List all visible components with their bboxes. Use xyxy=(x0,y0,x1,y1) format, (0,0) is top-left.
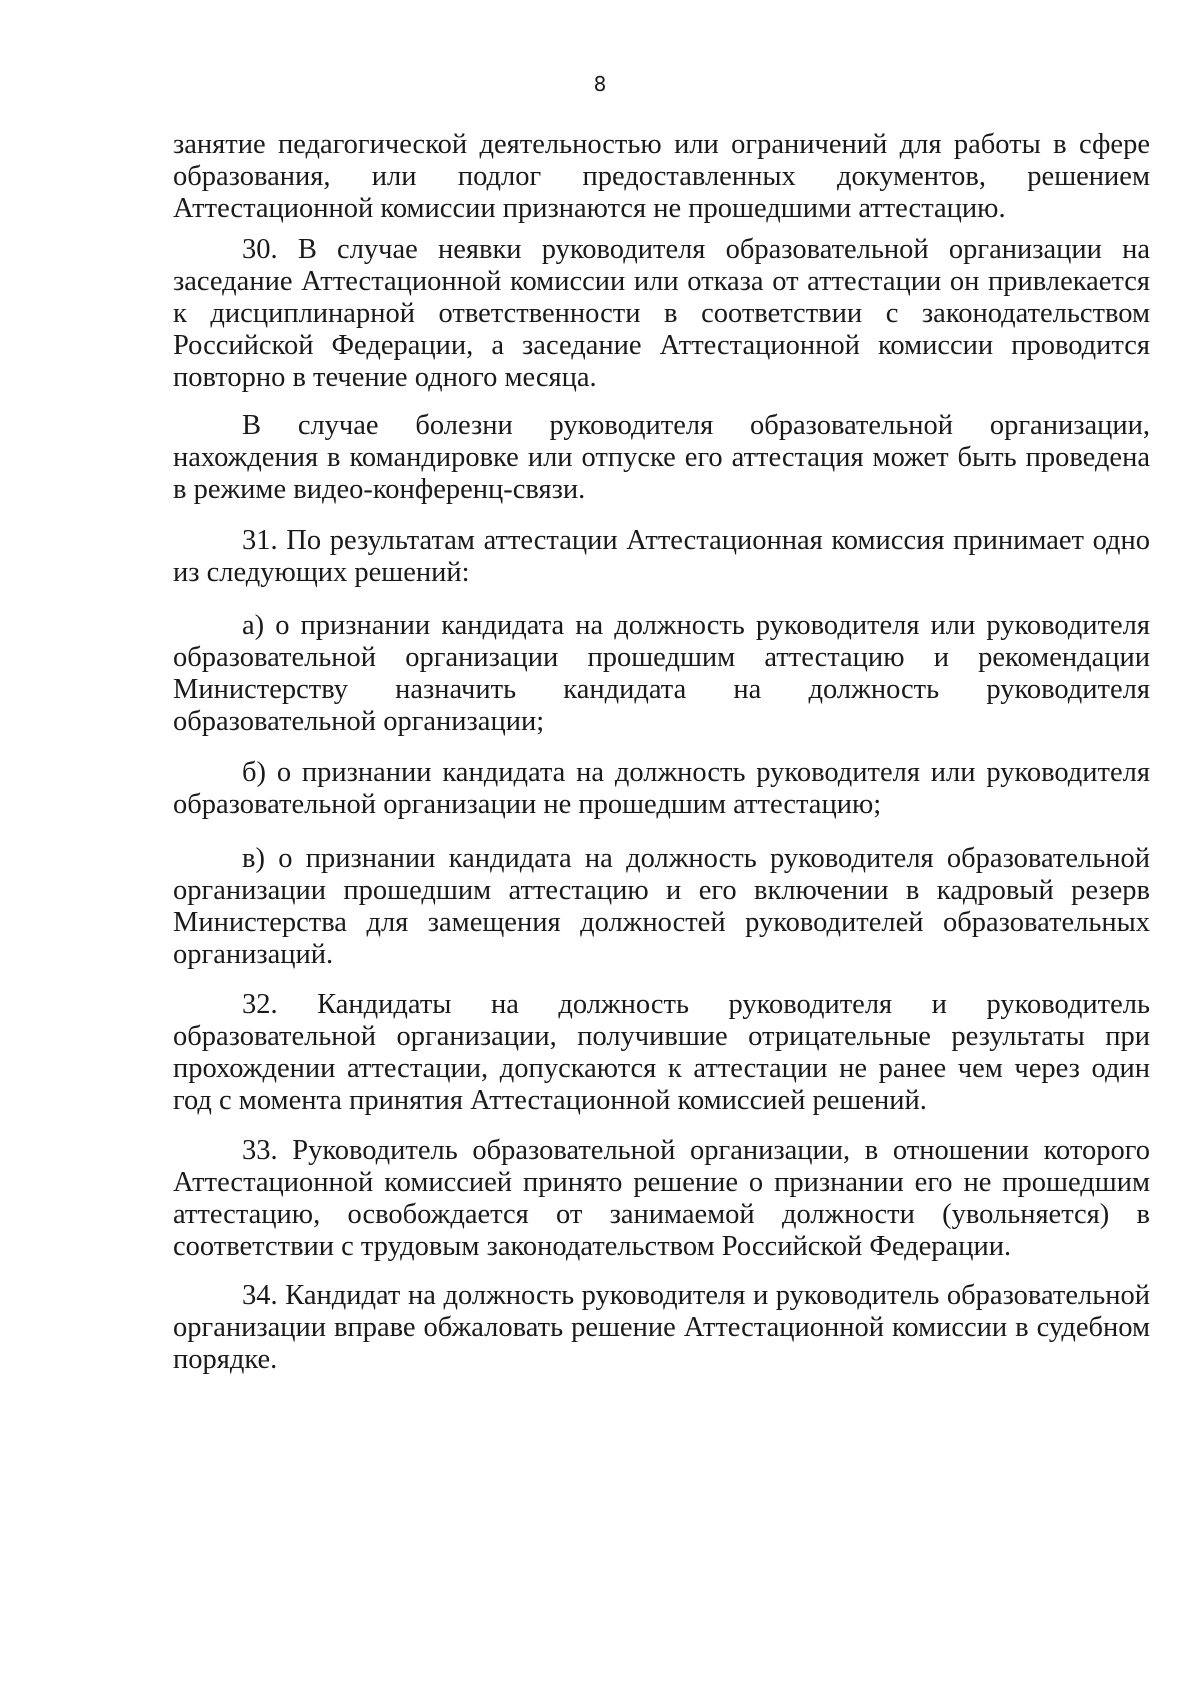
paragraph-text: занятие педагогической деятельностью или ограничений для работы в сфере образования, или подлог предоставленных документов, решением Аттестационной комиссии признаются не прошедшими аттестацию. xyxy=(173,129,1150,224)
paragraph-34 xyxy=(173,1280,1150,1376)
paragraph-text: а) о признании кандидата на должность руководителя или руководителя образовательной организации прошедшим аттестацию и рекомендации Министерству назначить кандидата на должность руководителя образовательной организации; xyxy=(173,610,1150,737)
paragraph-continuation xyxy=(173,129,1150,225)
page-number: 8 xyxy=(593,72,607,96)
paragraph-30-illness xyxy=(173,410,1150,506)
paragraph-32 xyxy=(173,989,1150,1117)
paragraph-30 xyxy=(173,234,1150,394)
paragraph-text: 33. Руководитель образовательной организации, в отношении которого Аттестационной комиссией принято решение о признании его не прошедшим аттестацию, освобождается от занимаемой должности (увольняется) в соответствии с трудовым законодательством Российской Федерации. xyxy=(173,1135,1150,1262)
paragraph-text: В случае болезни руководителя образовательной организации, нахождения в командировке или отпуске его аттестация может быть проведена в режиме видео-конференц-связи. xyxy=(173,410,1150,505)
paragraph-text: б) о признании кандидата на должность руководителя или руководителя образовательной организации не прошедшим аттестацию; xyxy=(173,757,1150,820)
paragraph-text: 32. Кандидаты на должность руководителя и руководитель образовательной организации, получившие отрицательные результаты при прохождении аттестации, допускаются к аттестации не ранее чем через один год с момента принятия Аттестационной комиссией решений. xyxy=(173,989,1150,1116)
paragraph-31-v xyxy=(173,843,1150,971)
paragraph-text: 30. В случае неявки руководителя образовательной организации на заседание Аттестационной комиссии или отказа от аттестации он привлекается к дисциплинарной ответственности в соответствии с законодательством Российской Федерации, а заседание Аттестационной комиссии проводится повторно в течение одного месяца. xyxy=(173,234,1150,393)
paragraph-33 xyxy=(173,1135,1150,1263)
paragraph-31 xyxy=(173,525,1150,589)
paragraph-31-b xyxy=(173,757,1150,821)
paragraph-text: в) о признании кандидата на должность руководителя образовательной организации прошедшим аттестацию и его включении в кадровый резерв Министерства для замещения должностей руководителей образовательных организаций. xyxy=(173,843,1150,970)
paragraph-text: 31. По результатам аттестации Аттестационная комиссия принимает одно из следующих решений: xyxy=(173,525,1150,588)
paragraph-31-a xyxy=(173,610,1150,738)
paragraph-text: 34. Кандидат на должность руководителя и руководитель образовательной организации вправе обжаловать решение Аттестационной комиссии в судебном порядке. xyxy=(173,1280,1150,1375)
